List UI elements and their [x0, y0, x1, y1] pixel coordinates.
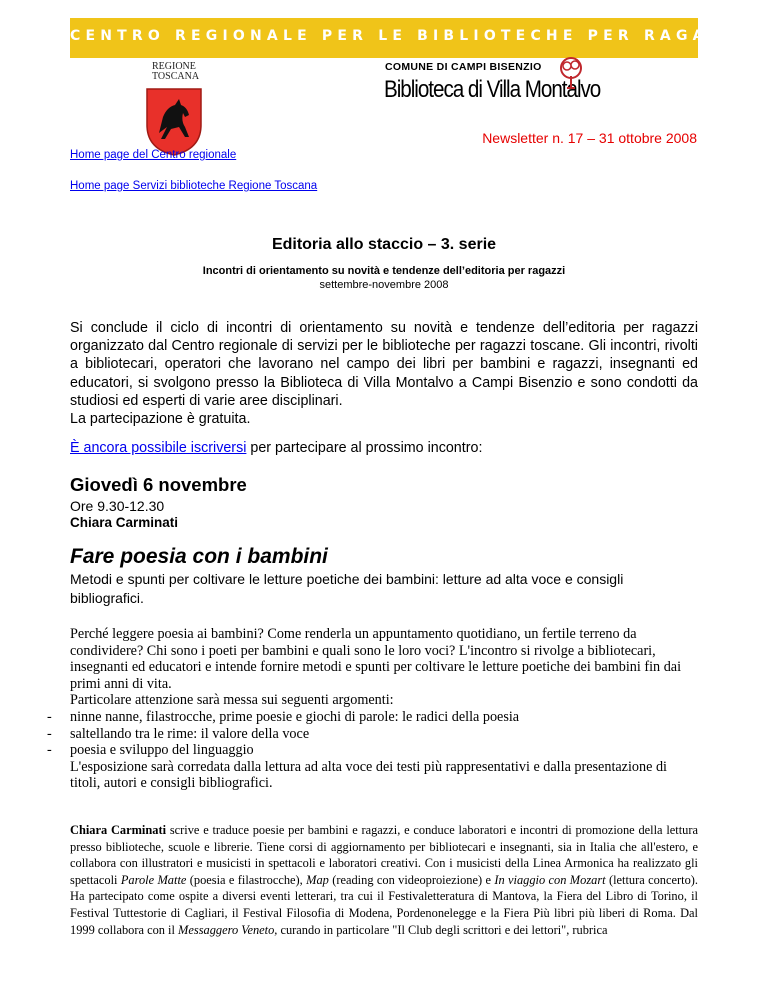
event-title: Fare poesia con i bambini — [70, 545, 328, 568]
bio-text: (poesia e filastrocche), — [186, 872, 307, 887]
event-time: Ore 9.30-12.30 — [70, 498, 165, 514]
event-description: Metodi e spunti per coltivare le letture poetiche dei bambini: letture ad alta voce e consigli bibliografici. — [70, 571, 624, 606]
library-name: Biblioteca di Villa Montalvo — [384, 76, 601, 103]
speaker-bio — [70, 822, 698, 938]
intro-text: Si conclude il ciclo di incontri di orientamento su novità e tendenze dell’editoria per ragazzi organizzato dal Centro regionale di servizi per le biblioteche per ragazzi toscane. Gli incontri, rivolti a bibliotecari, operatori che lavorano nel campo dei libri per bambini e ragazzi, insegnanti ed educatori, si svolgono presso la Biblioteca di Villa Montalvo a Campi Bisenzio e sono condotti da studiosi ed esperti di varie aree disciplinari. — [70, 320, 698, 409]
bio-text: curando in particolare "Il Club degli scrittori e dei lettori", rubrica — [277, 922, 608, 937]
topic-text: poesia e sviluppo del linguaggio — [70, 742, 254, 759]
regione-line1: REGIONE — [152, 61, 196, 72]
event-speaker: Chiara Carminati — [70, 515, 179, 530]
comune-name: COMUNE DI CAMPI BISENZIO — [385, 61, 542, 73]
newsletter-issue: Newsletter n. 17 – 31 ottobre 2008 — [482, 130, 697, 146]
body-intro: Perché leggere poesia ai bambini? Come renderla un appuntamento quotidiano, un fertile terreno da condividere? Chi sono i poeti per bambini e quali sono le loro voci? L'incontro si rivolge a bibliotecari, insegnanti ed educatori e intende fornire metodi e spunti per coltivare le letture poetiche dei bambini fin dai primi anni di vita. — [70, 626, 682, 692]
list-item: - saltellando tra le rime: il valore della voce — [47, 725, 310, 742]
body-attention: Particolare attenzione sarà messa sui seguenti argomenti: — [70, 692, 394, 709]
banner-title: CENTRO REGIONALE PER LE BIBLIOTECHE PER RAGAZZI — [70, 28, 750, 44]
list-item: - poesia e sviluppo del linguaggio — [47, 742, 254, 759]
page-title: Editoria allo staccio – 3. serie — [271, 236, 497, 253]
list-item: - ninne nanne, filastrocche, prime poesie e giochi di parole: le radici della poesia — [47, 708, 520, 725]
event-date: Giovedì 6 novembre — [70, 474, 247, 495]
page-subtitle-date: settembre-novembre 2008 — [319, 279, 449, 291]
bio-newspaper: Messaggero Veneto, — [178, 922, 278, 937]
regione-toscana-shield-icon — [145, 87, 203, 157]
bio-name: Chiara Carminati — [70, 823, 167, 837]
registration-link[interactable]: È ancora possibile iscriversi — [70, 440, 247, 456]
topic-text: ninne nanne, filastrocche, prime poesie e giochi di parole: le radici della poesia — [70, 708, 520, 725]
bio-show: In viaggio con Mozart — [494, 872, 606, 887]
bio-text: (reading con videoproiezione) e — [328, 872, 495, 887]
body-closing: L'esposizione sarà corredata dalla lettura ad alta voce dei testi più rappresentativi e dalla presentazione di titoli, autori e consigli bibliografici. — [70, 758, 667, 792]
event-body — [47, 626, 698, 792]
registration-rest: per partecipare al prossimo incontro: — [246, 440, 483, 456]
bio-show: Parole Matte — [120, 872, 187, 887]
bio-text: (lettura concerto). Ha partecipato come ospite a diversi eventi letterari, tra cui il Festivaletteratura di Mantova, la Fiera del Libro di Torino, il Festival Tuttestorie di Cagliari, il Festival Filosofia di Modena, Pordenonelegge e la Fiera Più libri più liberi di Roma. Dal 1999 collabora con il — [70, 872, 698, 937]
header-banner — [70, 18, 750, 58]
bio-text: scrive e traduce poesie per bambini e ragazzi, e conduce laboratori e incontri di promozione della lettura presso biblioteche, scuole e librerie. Tiene corsi di aggiornamento per bibliotecari e insegnanti, sia in Italia che all'estero, e collabora con illustratori e musicisti in spettacoli e laboratori creativi. Con i musicisti della Linea Armonica ha realizzato gli spettacoli — [70, 823, 698, 887]
villa-montalvo-tree-icon — [557, 56, 585, 90]
regione-line2: TOSCANA — [152, 71, 200, 82]
regione-toscana-name — [152, 62, 199, 82]
registration-line — [70, 440, 482, 456]
link-servizi-biblioteche[interactable]: Home page Servizi biblioteche Regione Toscana — [70, 180, 318, 192]
link-centro-regionale[interactable]: Home page del Centro regionale — [70, 149, 237, 161]
bio-show: Map — [306, 872, 329, 887]
page-subtitle: Incontri di orientamento su novità e tendenze dell’editoria per ragazzi — [202, 265, 566, 277]
intro-free: La partecipazione è gratuita. — [70, 411, 251, 428]
intro-paragraph — [70, 319, 698, 428]
topic-text: saltellando tra le rime: il valore della voce — [70, 725, 310, 742]
